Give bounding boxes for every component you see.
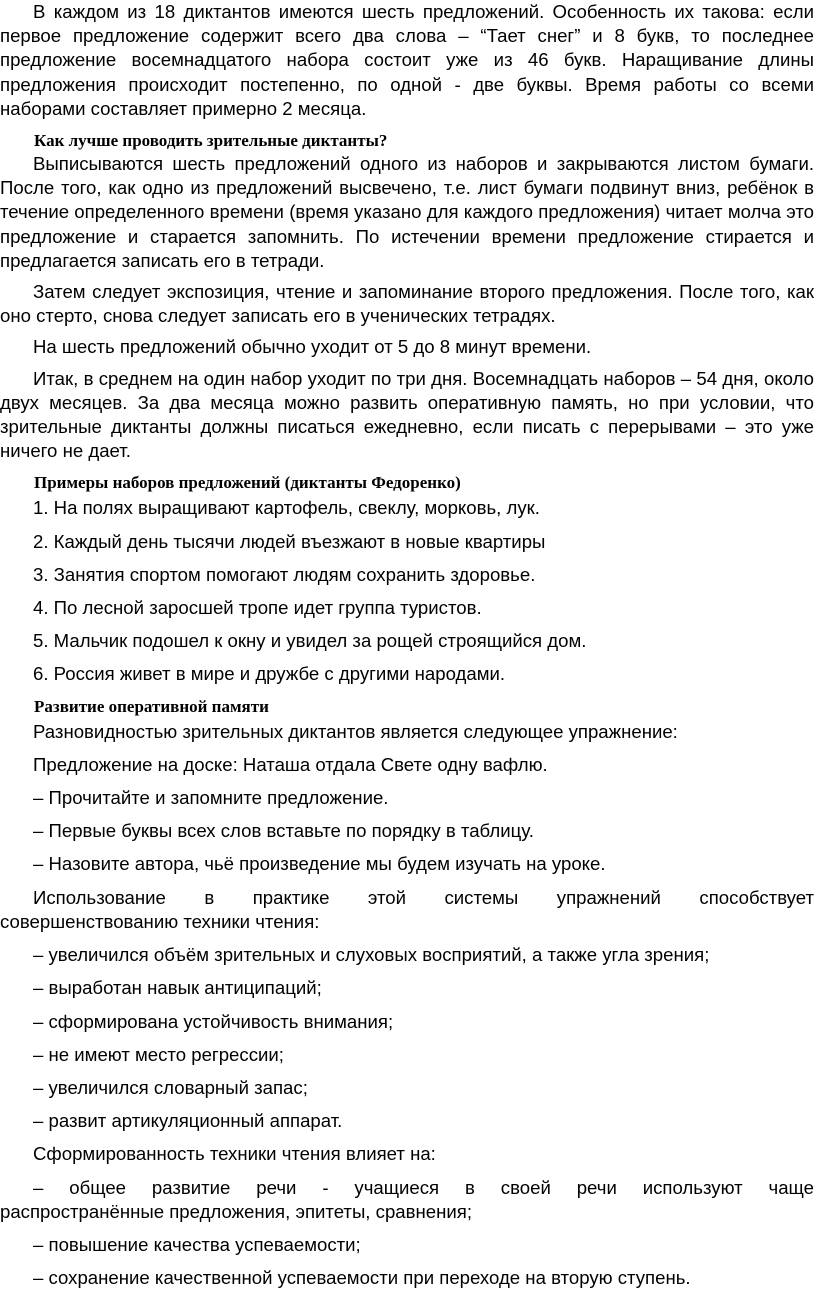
effect-item: – сохранение качественной успеваемости при переходе на вторую ступень. xyxy=(33,1267,691,1289)
section-heading-memory: Развитие оперативной памяти xyxy=(34,696,269,716)
effect-line-2: распространённые предложения, эпитеты, сравнения; xyxy=(0,1200,472,1222)
list-item: 2. Каждый день тысячи людей въезжают в новые квартиры xyxy=(33,530,546,552)
result-item: – не имеют место регрессии; xyxy=(33,1043,284,1065)
effect-item xyxy=(0,1176,814,1224)
paragraph-time: На шесть предложений обычно уходит от 5 до 8 минут времени. xyxy=(33,336,592,358)
result-item: – сформирована устойчивость внимания; xyxy=(33,1010,394,1032)
paragraph-usage xyxy=(0,886,814,934)
task-item: – Назовите автора, чьё произведение мы будем изучать на уроке. xyxy=(33,853,606,875)
paragraph-procedure: Выписываются шесть предложений одного из наборов и закрываются листом бумаги. После того, как одно из предложений высвечено, т.е. лист бумаги подвинут вниз, ребёнок в течение определенного времени (время указано для каждого предложения) читает молча это предложение и старается запомнить. По истечении времени предложение стирается и предлагается записать его в тетради. xyxy=(0,153,814,271)
intro-paragraph: В каждом из 18 диктантов имеются шесть предложений. Особенность их такова: если первое предложение содержит всего два слова – “Тает снег” и 8 букв, то последнее предложение восемнадцатого набора состоит уже из 46 букв. Наращивание длины предложения происходит постепенно, по одной - две буквы. Время работы со всеми наборами составляет примерно 2 месяца. xyxy=(0,1,814,119)
task-item: – Прочитайте и запомните предложение. xyxy=(33,787,389,809)
result-item: – увеличился объём зрительных и слуховых восприятий, а также угла зрения; xyxy=(33,944,710,966)
result-item: – развит артикуляционный аппарат. xyxy=(33,1110,343,1132)
list-item: 3. Занятия спортом помогают людям сохранить здоровье. xyxy=(33,563,536,585)
result-item: – выработан навык антиципаций; xyxy=(33,977,322,999)
usage-line-1: Использование в практике этой системы упражнений способствует xyxy=(33,886,814,908)
list-item: 6. Россия живет в мире и дружбе с другими народами. xyxy=(33,663,506,685)
paragraph-summary: Итак, в среднем на один набор уходит по три дня. Восемнадцать наборов – 54 дня, около двух месяцев. За два месяца можно развить оперативную память, но при условии, что зрительные диктанты должны писаться ежедневно, если писать с перерывами – это уже ничего не дает. xyxy=(0,367,814,462)
usage-line-2: совершенствованию техники чтения: xyxy=(0,910,320,932)
example-sentences-list xyxy=(0,496,814,686)
paragraph-second-sentence: Затем следует экспозиция, чтение и запоминание второго предложения. После того, как оно стерто, снова следует записать его в ученических тетрадях. xyxy=(0,281,814,327)
paragraph-influence: Сформированность техники чтения влияет на: xyxy=(33,1143,436,1165)
result-item: – увеличился словарный запас; xyxy=(33,1076,308,1098)
memory-section-body xyxy=(0,720,814,1290)
task-item: – Первые буквы всех слов вставьте по порядку в таблицу. xyxy=(33,820,534,842)
paragraph-lead: Разновидностью зрительных диктантов является следующее упражнение: xyxy=(33,720,678,742)
effect-item: – повышение качества успеваемости; xyxy=(33,1233,361,1255)
list-item: 1. На полях выращивают картофель, свеклу, морковь, лук. xyxy=(33,497,540,519)
section-heading-examples: Примеры наборов предложений (диктанты Федоренко) xyxy=(34,473,461,493)
effect-line-1: – общее развитие речи - учащиеся в своей речи используют чаще xyxy=(33,1176,814,1198)
paragraph-board: Предложение на доске: Наташа отдала Свете одну вафлю. xyxy=(33,753,548,775)
list-item: 5. Мальчик подошел к окну и увидел за рощей строящийся дом. xyxy=(33,630,587,652)
section-heading-how-to: Как лучше проводить зрительные диктанты? xyxy=(34,131,388,151)
list-item: 4. По лесной заросшей тропе идет группа туристов. xyxy=(33,597,482,619)
